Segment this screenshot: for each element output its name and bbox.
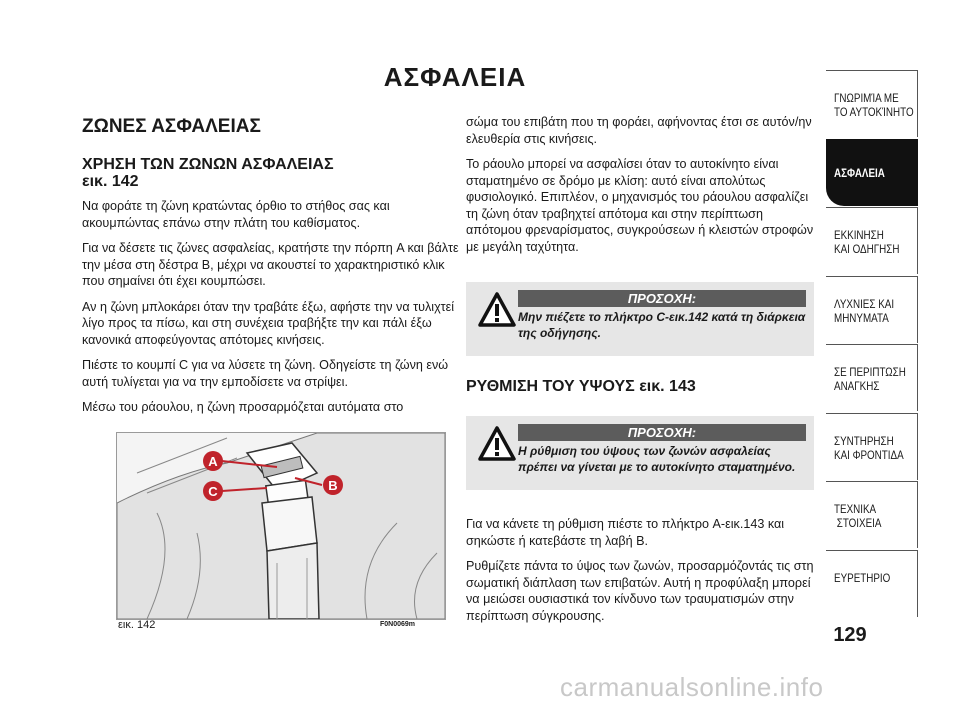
warning-text: Η ρύθμιση του ύψους των ζωνών ασφαλείας πρέπει να γίνεται με το αυτοκίνητο σταματημένο. [518,444,796,474]
watermark: carmanualsonline.info [560,672,824,702]
seatbelt-figure [116,432,446,620]
section-title: ΡΥΘΜΙΣΗ ΤΟΥ ΥΨΟΥΣ εικ. 143 [466,378,696,395]
tab-lights-messages[interactable] [826,276,918,343]
tab-getting-to-know[interactable] [826,70,918,137]
paragraph: Να φοράτε τη ζώνη κρατώντας όρθιο το στήθος σας και ακουμπώντας επάνω στην πλάτη του καθίσματος. [82,199,390,230]
right-column-lower [466,516,814,633]
subsection-title-line1: ΧΡΗΣΗ ΤΩΝ ΖΩΝΩΝ ΑΣΦΑΛΕΙΑΣ [82,156,334,173]
tab-safety[interactable] [826,139,918,206]
seatbelt-illustration [117,433,445,619]
tab-label: ΕΚΚΙΝΗΣΗ ΚΑΙ ΟΔΗΓΗΣΗ [834,228,900,256]
tab-starting-driving[interactable] [826,207,918,274]
callout-b: B [328,478,338,493]
figure-code: F0N0069m [380,621,416,628]
right-column [466,114,814,264]
tab-label: ΑΣΦΑΛΕΙΑ [834,165,885,180]
tab-label: ΓΝΩΡΙΜΊΑ ΜΕ ΤΟ ΑΥΤΟΚΊΝΗΤΟ [834,91,914,119]
tab-emergency[interactable] [826,344,918,411]
tab-label: ΕΥΡΕΤΗΡΙΟ [834,570,891,585]
warning-text: Μην πιέζετε το πλήκτρο C-εικ.142 κατά τη διάρκεια της οδήγησης. [518,310,806,340]
tab-label: ΛΥΧΝΙΕΣ ΚΑΙ ΜΗΝΥΜΑΤΑ [834,296,895,325]
paragraph: Πιέστε το κουμπί C για να λύσετε τη ζώνη. Οδηγείστε τη ζώνη ενώ αυτή τυλίγεται για να την εμποδίσετε να στρίψει. [82,358,449,389]
page-title: ΑΣΦΑΛΕΙΑ [383,62,527,92]
subsection-title [82,156,462,190]
callout-a: A [208,454,218,469]
paragraph: Μέσω του ράουλου, η ζώνη προσαρμόζεται αυτόματα στο [82,400,404,414]
paragraph: Το ράουλο μπορεί να ασφαλίσει όταν το αυτοκίνητο είναι σταματημένο σε δρόμο με κλίση: αυτό είναι απολύτως φυσιολογικό. Επιπλέον, ο μηχανισμός του ράουλου ασφαλίζει τη ζώνη όταν τραβηχτεί απότομα και στην περίπτωση απότομου φρεναρίσματος, συγκρούσεων ή κλειστών στροφών με μεγάλη ταχύτητα. [466,157,814,254]
figure-caption: εικ. 142 [118,619,156,631]
page-number: 129 [833,624,867,646]
chapter-tabs [826,70,918,617]
tab-index[interactable] [826,550,918,617]
paragraph: Ρυθμίζετε πάντα το ύψος των ζωνών, προσαρμόζοντάς τις στη σωματική διάπλαση των επιβατών. Αυτή η προφύλαξη μπορεί να μειώσει ουσιαστικά τον κίνδυνο των τραυματισμών στην περίπτωση σύγκρουσης. [466,559,814,623]
warning-box [466,282,814,356]
section-title: ΖΩΝΕΣ ΑΣΦΑΛΕΙΑΣ [82,116,261,137]
tab-technical-data[interactable] [826,481,918,548]
warning-triangle-icon [478,292,516,328]
warning-heading: ΠΡΟΣΟΧΗ: [518,424,806,441]
left-column [82,116,462,425]
paragraph: Αν η ζώνη μπλοκάρει όταν την τραβάτε έξω, αφήστε την να τυλιχτεί λίγο προς τα πίσω, και στη συνέχεια τραβήξτε την και πάλι έξω κανονικά αποφεύγοντας απότομες κινήσεις. [82,299,455,347]
tab-label: ΣΥΝΤΗΡΗΣΗ ΚΑΙ ΦΡΟΝΤΙΔΑ [834,433,904,462]
tab-label: ΤΕΧΝΙΚΑ ΣΤΟΙΧΕΙΑ [834,502,882,530]
tab-label: ΣΕ ΠΕΡΙΠΤΩΣΗ ΑΝΑΓΚΗΣ [834,365,906,393]
tab-maintenance[interactable] [826,413,918,480]
paragraph: σώμα του επιβάτη που τη φοράει, αφήνοντας έτσι σε αυτόν/ην ελευθερία στις κινήσεις. [466,115,812,146]
paragraph: Για να κάνετε τη ρύθμιση πιέστε το πλήκτρο A-εικ.143 και σηκώστε ή κατεβάστε τη λαβή B. [466,517,785,548]
warning-heading: ΠΡΟΣΟΧΗ: [518,290,806,307]
callout-c: C [208,484,218,499]
warning-box [466,416,814,490]
warning-triangle-icon [478,426,516,462]
paragraph: Για να δέσετε τις ζώνες ασφαλείας, κρατήστε την πόρπη A και βάλτε την μέσα στη δέστρα B, μέχρι να ακουστεί το χαρακτηριστικό κλικ που σημαίνει ότι έχει κουμπώσει. [82,241,459,288]
subsection-title-line2: εικ. 142 [82,173,139,190]
